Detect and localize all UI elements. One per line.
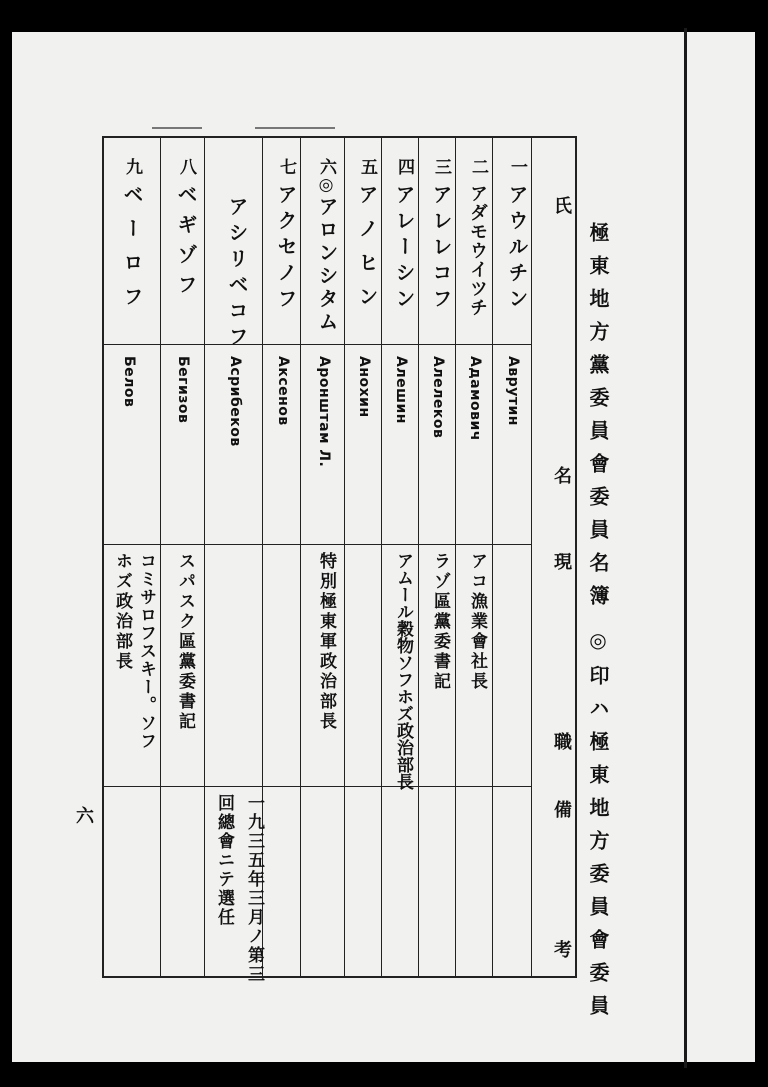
table-left-rule — [102, 136, 104, 978]
member-post: スパスク區黨委書記 — [175, 552, 195, 732]
member-name-jp: アレーシン — [392, 184, 416, 314]
header-name: 氏 — [551, 196, 572, 214]
member-name-jp: アダモウイツチ — [467, 184, 488, 317]
member-remark: 回總會ニテ選任 — [214, 794, 234, 927]
member-name-ru: Аксенов — [275, 356, 291, 426]
document-title: 極東地方黨委員會委員名簿 — [586, 222, 610, 618]
row-number: 六◎ — [316, 158, 336, 195]
section-divider-remark — [102, 786, 532, 787]
row-number: 四 — [394, 158, 414, 175]
member-remark: 一九三五年三月ノ第三 — [244, 794, 264, 984]
member-name-ru: Адамович — [467, 356, 483, 441]
member-name-jp: アウルチン — [505, 184, 529, 314]
member-name-ru: Аврутин — [505, 356, 521, 426]
header-post: 現 — [551, 552, 572, 570]
page-number: 六 — [73, 806, 94, 824]
print-smudge — [152, 127, 202, 129]
row-number: 七 — [276, 158, 296, 175]
table-right-rule — [575, 136, 577, 978]
member-name-jp: アノヒン — [355, 184, 379, 320]
page-fold-line — [684, 28, 687, 1068]
member-name-jp: アロンシタム — [315, 196, 339, 334]
member-name-ru: Аронштам Л. — [316, 356, 332, 468]
row-number: 二 — [468, 158, 488, 175]
table-top-rule — [102, 136, 577, 138]
row-number: 九 — [122, 158, 142, 175]
header-remark-2: 考 — [551, 940, 572, 958]
row-number: 八 — [176, 158, 196, 175]
member-name-ru: Анохин — [356, 356, 372, 418]
member-name-jp: アシリベコフ — [225, 196, 249, 352]
header-name-2: 名 — [551, 466, 572, 484]
member-name-jp: ベギゾフ — [174, 184, 198, 304]
member-name-jp: アレレコフ — [429, 184, 453, 314]
table-bottom-rule — [102, 976, 577, 978]
member-post-continued: ホズ政治部長 — [112, 552, 132, 672]
row-number: 三 — [431, 158, 451, 175]
row-number: 一 — [507, 158, 527, 175]
member-post: ラゾ區黨委書記 — [430, 552, 450, 692]
section-divider-name — [102, 344, 532, 345]
header-remark: 備 — [551, 800, 572, 818]
member-name-ru: Асрибеков — [227, 356, 243, 447]
member-name-jp: アクセノフ — [274, 184, 298, 314]
section-divider-post — [102, 544, 532, 545]
header-post-2: 職 — [551, 732, 572, 750]
member-name-ru: Алелеков — [430, 356, 446, 439]
membership-note: ◎印ハ極東地方委員會委員 — [586, 628, 610, 1028]
member-post: コミサロフスキー。ソフ — [136, 552, 156, 750]
row-number: 五 — [357, 158, 377, 175]
member-post: アコ漁業會社長 — [467, 552, 487, 692]
member-name-ru: Белов — [121, 356, 137, 408]
member-name-jp: ベーロフ — [120, 184, 144, 320]
print-smudge — [255, 127, 335, 129]
member-name-ru: Бегизов — [175, 356, 191, 424]
member-name-ru: Алешин — [393, 356, 409, 424]
member-post: 特別極東軍政治部長 — [316, 552, 336, 732]
member-post: アムール穀物ソフホズ政治部長 — [393, 552, 413, 790]
